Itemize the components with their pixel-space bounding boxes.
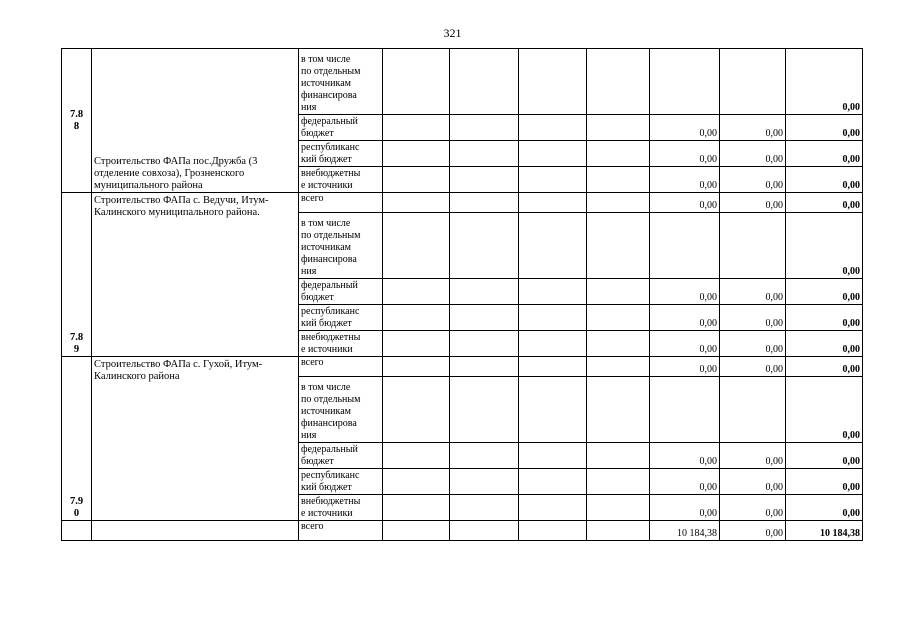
- value-cell: [650, 377, 720, 443]
- value-total-cell: 0,00: [786, 495, 863, 521]
- empty-cell: [383, 49, 450, 115]
- empty-cell: [450, 141, 519, 167]
- final-value-cell: 0,00: [720, 521, 786, 541]
- table-row: [62, 521, 863, 541]
- final-total-cell: 10 184,38: [786, 521, 863, 541]
- final-value-cell: 10 184,38: [650, 521, 720, 541]
- empty-cell: [587, 167, 650, 193]
- table-row: [62, 357, 863, 377]
- item-name: Строительство ФАПа пос.Дружба (3 отделение совхоза), Грозненского муниципального района: [92, 49, 299, 193]
- empty-cell: [383, 193, 450, 213]
- table-row: [62, 49, 863, 115]
- value-cell: 0,00: [650, 305, 720, 331]
- value-cell: [650, 213, 720, 279]
- value-total-cell: 0,00: [786, 279, 863, 305]
- empty-cell: [450, 521, 519, 541]
- source-label: в том числе по отдельным источникам финансирова ния: [299, 377, 383, 443]
- source-label: федеральный бюджет: [299, 115, 383, 141]
- value-total-cell: 0,00: [786, 305, 863, 331]
- source-label: всего: [299, 193, 383, 213]
- source-label: республиканс кий бюджет: [299, 469, 383, 495]
- value-cell: 0,00: [650, 115, 720, 141]
- source-label: в том числе по отдельным источникам финансирова ния: [299, 213, 383, 279]
- empty-cell: [383, 495, 450, 521]
- source-label: федеральный бюджет: [299, 443, 383, 469]
- empty-cell: [587, 305, 650, 331]
- value-cell: 0,00: [650, 141, 720, 167]
- value-cell: [720, 213, 786, 279]
- empty-cell: [450, 377, 519, 443]
- empty-cell: [519, 443, 587, 469]
- empty-cell: [383, 357, 450, 377]
- empty-cell: [519, 279, 587, 305]
- empty-cell: [587, 469, 650, 495]
- empty-cell: [450, 469, 519, 495]
- value-cell: 0,00: [650, 279, 720, 305]
- value-total-cell: 0,00: [786, 49, 863, 115]
- value-total-cell: 0,00: [786, 469, 863, 495]
- value-cell: 0,00: [650, 469, 720, 495]
- empty-cell: [383, 443, 450, 469]
- empty-cell: [519, 167, 587, 193]
- value-cell: 0,00: [720, 469, 786, 495]
- empty-cell: [519, 357, 587, 377]
- value-cell: 0,00: [650, 167, 720, 193]
- item-name: Строительство ФАПа с. Гухой, Итум-Калинского района: [92, 357, 299, 521]
- empty-cell: [587, 213, 650, 279]
- empty-cell: [383, 469, 450, 495]
- value-cell: 0,00: [720, 305, 786, 331]
- source-label: республиканс кий бюджет: [299, 305, 383, 331]
- empty-cell: [519, 521, 587, 541]
- item-name: Строительство ФАПа с. Ведучи, Итум-Калинского муниципального района.: [92, 193, 299, 357]
- value-cell: 0,00: [720, 495, 786, 521]
- empty-cell: [383, 141, 450, 167]
- source-label: всего: [299, 521, 383, 541]
- empty-cell: [383, 305, 450, 331]
- value-cell: 0,00: [650, 443, 720, 469]
- value-total-cell: 0,00: [786, 141, 863, 167]
- empty-cell: [519, 331, 587, 357]
- source-label: республиканс кий бюджет: [299, 141, 383, 167]
- empty-cell: [383, 213, 450, 279]
- source-label: в том числе по отдельным источникам финансирова ния: [299, 49, 383, 115]
- empty-cell: [450, 193, 519, 213]
- empty-cell: [450, 279, 519, 305]
- value-cell: 0,00: [720, 141, 786, 167]
- page-number: 321: [443, 26, 462, 40]
- empty-cell: [450, 357, 519, 377]
- value-cell: 0,00: [650, 193, 720, 213]
- value-total-cell: 0,00: [786, 377, 863, 443]
- empty-cell: [587, 521, 650, 541]
- empty-cell: [587, 141, 650, 167]
- empty-cell: [519, 305, 587, 331]
- empty-cell: [587, 193, 650, 213]
- empty-cell: [587, 495, 650, 521]
- value-cell: 0,00: [720, 115, 786, 141]
- source-label: внебюджетны е источники: [299, 331, 383, 357]
- empty-cell: [450, 443, 519, 469]
- empty-cell: [450, 115, 519, 141]
- item-number: 7.9 0: [62, 357, 92, 521]
- source-label: внебюджетны е источники: [299, 167, 383, 193]
- empty-cell: [92, 521, 299, 541]
- budget-table: [61, 48, 863, 541]
- value-total-cell: 0,00: [786, 213, 863, 279]
- empty-cell: [383, 521, 450, 541]
- value-cell: 0,00: [650, 357, 720, 377]
- value-total-cell: 0,00: [786, 331, 863, 357]
- empty-cell: [383, 331, 450, 357]
- empty-cell: [383, 167, 450, 193]
- empty-cell: [587, 115, 650, 141]
- empty-cell: [450, 495, 519, 521]
- value-cell: [650, 49, 720, 115]
- empty-cell: [587, 279, 650, 305]
- empty-cell: [519, 193, 587, 213]
- empty-cell: [519, 469, 587, 495]
- value-cell: 0,00: [720, 331, 786, 357]
- value-total-cell: 0,00: [786, 115, 863, 141]
- value-cell: [720, 49, 786, 115]
- empty-cell: [450, 213, 519, 279]
- table-row: [62, 193, 863, 213]
- value-total-cell: 0,00: [786, 443, 863, 469]
- empty-cell: [519, 115, 587, 141]
- empty-cell: [62, 521, 92, 541]
- empty-cell: [383, 279, 450, 305]
- value-cell: 0,00: [720, 193, 786, 213]
- value-cell: [720, 377, 786, 443]
- value-cell: 0,00: [650, 331, 720, 357]
- source-label: всего: [299, 357, 383, 377]
- source-label: внебюджетны е источники: [299, 495, 383, 521]
- empty-cell: [450, 305, 519, 331]
- empty-cell: [587, 331, 650, 357]
- value-cell: 0,00: [720, 443, 786, 469]
- empty-cell: [519, 213, 587, 279]
- empty-cell: [450, 331, 519, 357]
- item-number: 7.8 9: [62, 193, 92, 357]
- value-cell: 0,00: [720, 279, 786, 305]
- empty-cell: [519, 49, 587, 115]
- item-number: 7.8 8: [62, 49, 92, 193]
- empty-cell: [587, 443, 650, 469]
- empty-cell: [450, 49, 519, 115]
- empty-cell: [450, 167, 519, 193]
- empty-cell: [587, 357, 650, 377]
- value-total-cell: 0,00: [786, 193, 863, 213]
- empty-cell: [519, 141, 587, 167]
- value-cell: 0,00: [720, 357, 786, 377]
- empty-cell: [383, 115, 450, 141]
- value-cell: 0,00: [720, 167, 786, 193]
- empty-cell: [587, 377, 650, 443]
- empty-cell: [587, 49, 650, 115]
- empty-cell: [519, 377, 587, 443]
- value-total-cell: 0,00: [786, 357, 863, 377]
- empty-cell: [383, 377, 450, 443]
- source-label: федеральный бюджет: [299, 279, 383, 305]
- value-cell: 0,00: [650, 495, 720, 521]
- empty-cell: [519, 495, 587, 521]
- value-total-cell: 0,00: [786, 167, 863, 193]
